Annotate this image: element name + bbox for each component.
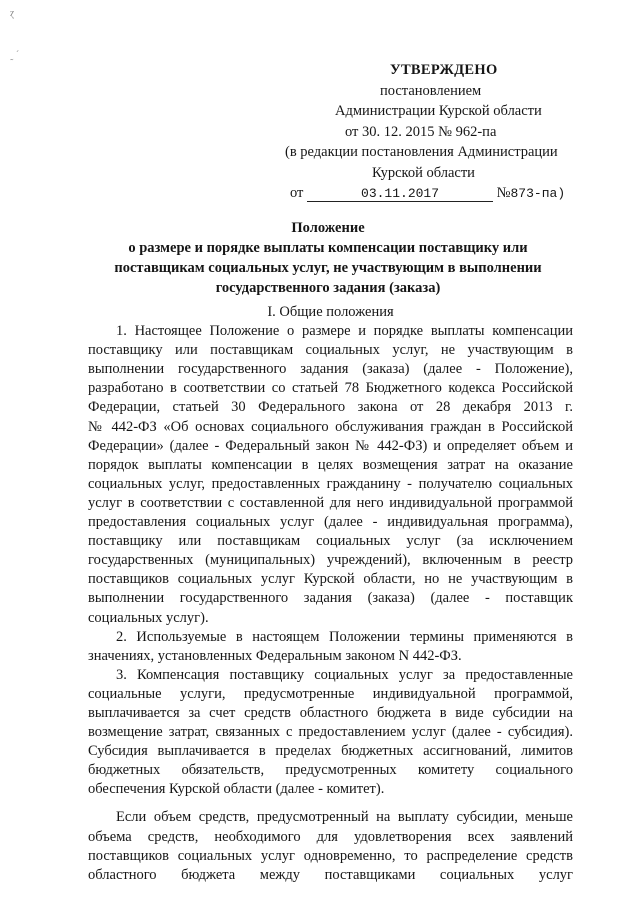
text-line: 1. Настоящее Положение о размере и порядке выплаты компенсации [116, 323, 573, 340]
text-line: поставщиков социальных услуг одновременно, то распределение средств [88, 847, 573, 864]
text-line: поставщиков социальных услуг Курской области, но не участвующим в [88, 571, 573, 588]
text-line: социальные услуги, предусмотренные индивидуальной программой, [88, 685, 573, 702]
approval-block [280, 60, 580, 205]
text-line: предоставления социальных услуг (далее - индивидуальная программа), [88, 514, 573, 531]
paragraph-4 [88, 808, 573, 884]
title-line-4: государственного задания (заказа) [215, 280, 441, 296]
text-line: Федерации» (далее - Федеральный закон № 442-ФЗ) и определяет объем и [88, 437, 573, 454]
text-line: возмещение затрат, связанных с предоставлением услуг (далее - субсидия). [88, 724, 573, 741]
text-line: услуг в соответствии с составленной для него индивидуальной программой [88, 494, 573, 511]
text-line: порядок выплаты компенсации в целях возмещения затрат на оказание [88, 456, 573, 473]
title-line-3: поставщикам социальных услуг, не участвующим в выполнении [114, 260, 542, 276]
paragraph-gap [88, 799, 573, 808]
approval-date-field: 03.11.2017 [307, 186, 493, 202]
text-line: выполнении государственного задания (заказа) (далее - Положение), [88, 361, 573, 378]
paragraph-2 [88, 628, 573, 666]
margin-mark-top: ɀ [10, 8, 15, 19]
text-line: государственных (муниципальных) учреждений), включенным в реестр [88, 552, 573, 569]
approval-line-1: постановлением [380, 82, 482, 99]
approval-date-line [280, 183, 580, 205]
approval-line-4: (в редакции постановления Администрации [285, 144, 558, 160]
title-line-1: Положение [291, 220, 365, 236]
paragraph-1 [88, 322, 573, 628]
approval-line-3: от 30. 12. 2015 № 962-па [345, 123, 497, 140]
approval-number-field: 873-па [510, 186, 558, 201]
document-title [88, 218, 568, 298]
text-line: бюджетных обязательств, предусмотренных комитету социального [88, 762, 573, 779]
text-line: поставщику или поставщикам социальных услуг, не участвующим в [88, 342, 573, 359]
section-heading: I. Общие положения [267, 304, 394, 320]
text-line: объема средств, необходимого для удовлетворения всех заявлений [88, 828, 573, 845]
text-line: поставщику или поставщикам социальных услуг (за исключением [88, 533, 573, 550]
text-line: социальных услуг). [88, 609, 209, 626]
text-line: 3. Компенсация поставщику социальных услуг за предоставленные [116, 666, 573, 683]
text-line: социальных услуг, предоставленных гражданину - получателю социальных [88, 475, 573, 492]
text-line: Федерации, статьей 30 Федерального закона от 28 декабря 2013 г. [88, 399, 573, 416]
text-line: 2. Используемые в настоящем Положении термины применяются в [116, 628, 573, 645]
document-body [88, 303, 573, 885]
text-line: разработано в соответствии со статьей 78 Бюджетного кодекса Российской [88, 380, 573, 397]
text-line: № 442-ФЗ «Об основах социального обслуживания граждан в Российской [88, 418, 573, 435]
approval-number-prefix: № [496, 185, 511, 201]
paragraph-3 [88, 666, 573, 800]
approval-from-label: от [290, 185, 304, 201]
text-line: Субсидия выплачивается в пределах бюджетных ассигнований, лимитов [88, 743, 573, 760]
text-line: Если объем средств, предусмотренный на выплату субсидии, меньше [116, 809, 573, 826]
text-line: областного бюджета между поставщиками социальных услуг [88, 866, 573, 883]
text-line: значениях, установленных Федеральным законом N 442-ФЗ. [88, 647, 462, 664]
approval-line-2: Администрации Курской области [335, 103, 542, 119]
margin-mark-side: ˷ ˊ [10, 50, 20, 61]
title-line-2: о размере и порядке выплаты компенсации поставщику или [128, 240, 528, 256]
text-line: обеспечения Курской области (далее - комитет). [88, 781, 385, 798]
approval-title: УТВЕРЖДЕНО [390, 62, 498, 78]
approval-close-paren: ) [557, 186, 566, 201]
text-line: выполнении государственного задания (заказа) (далее - поставщик [88, 590, 573, 607]
approval-line-5: Курской области [372, 164, 475, 181]
text-line: выплачивается за счет средств областного бюджета в виде субсидии на [88, 704, 573, 721]
